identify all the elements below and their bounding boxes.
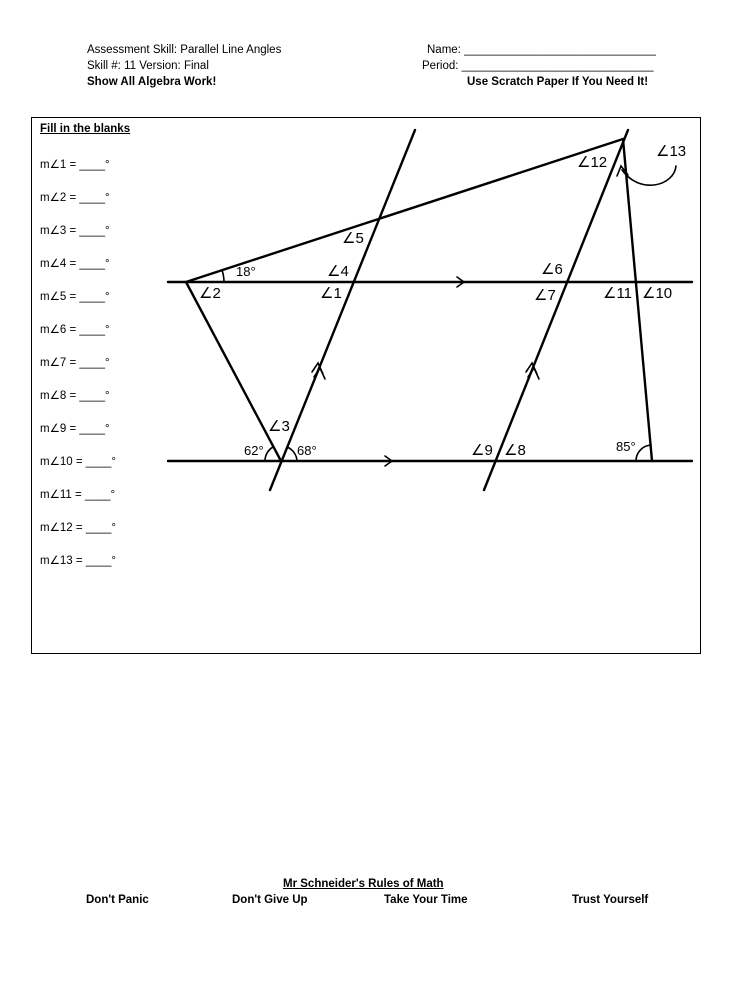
angle-arc-62 <box>265 447 273 461</box>
blank-angle-5[interactable]: m∠5 = ____° <box>40 291 110 303</box>
blank-angle-3[interactable]: m∠3 = ____° <box>40 225 110 237</box>
skill-title: Assessment Skill: Parallel Line Angles <box>87 44 282 56</box>
skill-number: Skill #: 11 Version: Final <box>87 60 209 72</box>
angle-arc-68 <box>287 447 297 461</box>
blank-angle-6[interactable]: m∠6 = ____° <box>40 324 110 336</box>
given-angle-18: 18° <box>236 264 256 279</box>
rules-title: Mr Schneider's Rules of Math <box>283 878 444 890</box>
blank-angle-13[interactable]: m∠13 = ____° <box>40 555 116 567</box>
angle-13-arc <box>622 166 676 185</box>
label-angle-8: ∠8 <box>504 442 526 459</box>
label-angle-13: ∠13 <box>656 143 687 160</box>
blank-angle-11[interactable]: m∠11 = ____° <box>40 489 116 501</box>
given-angle-68: 68° <box>297 443 317 458</box>
triangle-left-edge <box>186 282 281 461</box>
label-angle-5: ∠5 <box>342 230 364 247</box>
label-angle-4: ∠4 <box>327 263 349 280</box>
label-angle-1: ∠1 <box>320 285 342 302</box>
blank-angle-9[interactable]: m∠9 = ____° <box>40 423 110 435</box>
period-field[interactable]: Period: ______________________________ <box>422 60 654 72</box>
blank-angle-10[interactable]: m∠10 = ____° <box>40 456 116 468</box>
blanks-title: Fill in the blanks <box>40 123 131 135</box>
label-angle-11: ∠11 <box>603 285 633 302</box>
blank-angle-12[interactable]: m∠12 = ____° <box>40 522 116 534</box>
angle-arc-85 <box>636 445 651 461</box>
rule-take-your-time: Take Your Time <box>384 894 468 906</box>
blank-angle-8[interactable]: m∠8 = ____° <box>40 390 110 402</box>
blank-angle-4[interactable]: m∠4 = ____° <box>40 258 110 270</box>
blank-angle-1[interactable]: m∠1 = ____° <box>40 159 110 171</box>
label-angle-10: ∠10 <box>642 285 673 302</box>
given-angle-85: 85° <box>616 439 636 454</box>
label-angle-7: ∠7 <box>534 287 556 304</box>
transversal-middle <box>484 130 628 490</box>
rule-dont-panic: Don't Panic <box>86 894 149 906</box>
blank-angle-2[interactable]: m∠2 = ____° <box>40 192 110 204</box>
rule-trust-yourself: Trust Yourself <box>572 894 649 906</box>
label-angle-12: ∠12 <box>577 154 608 171</box>
label-angle-3: ∠3 <box>268 418 290 435</box>
label-angle-9: ∠9 <box>471 442 493 459</box>
blank-angle-7[interactable]: m∠7 = ____° <box>40 357 110 369</box>
algebra-note: Show All Algebra Work! <box>87 76 217 88</box>
label-angle-2: ∠2 <box>199 285 221 302</box>
rule-dont-give-up: Don't Give Up <box>232 894 308 906</box>
transversal-left <box>270 130 415 490</box>
name-field[interactable]: Name: ______________________________ <box>427 44 656 56</box>
scratch-note: Use Scratch Paper If You Need It! <box>467 76 649 88</box>
given-angle-62: 62° <box>244 443 264 458</box>
angle-arc-18 <box>222 270 224 282</box>
label-angle-6: ∠6 <box>541 261 563 278</box>
